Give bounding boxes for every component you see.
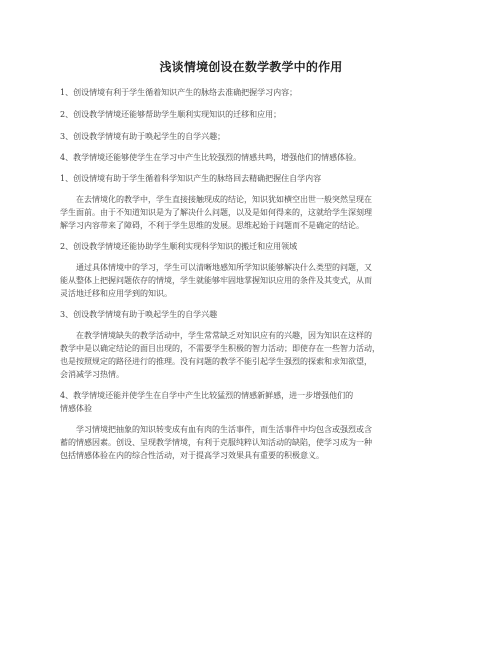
outline-item-4: 4、教学情境还能够使学生在学习中产生比较强烈的情感共鸣，增强他们的情感体验。	[60, 153, 362, 162]
section-3-body-line-3: 也是按照规定的路径进行的推理。没有问题的教学不能引起学生强烈的探索和求知欲望，	[60, 357, 372, 366]
section-2-body-line-3: 灵活地迁移和应用学到的知识。	[60, 289, 172, 298]
section-2-heading: 2、创设教学情境还能协助学生顺利实现科学知识的搬迁和应用领域	[60, 242, 298, 251]
section-2-body-line-1: 通过具体情境中的学习，学生可以清晰地感知所学知识能够解决什么类型的问题，又	[76, 263, 372, 272]
outline-item-3: 3、创设教学情境有助于唤起学生的自学兴趣；	[60, 132, 226, 141]
section-3-heading: 3、创设教学情境有助于唤起学生的自学兴趣	[60, 310, 218, 319]
outline-item-2: 2、创设教学情境还能够帮助学生顺利实现知识的迁移和应用；	[60, 110, 282, 119]
section-4-body-line-3: 包括情感体验在内的综合性活动，对于提高学习效果具有重要的积极意义。	[60, 451, 324, 460]
section-3-body-line-1: 在教学情境缺失的教学活动中，学生常常缺乏对知识应有的兴趣，因为知识在这样的	[76, 331, 372, 340]
section-2-body-line-2: 能从整体上把握问题依存的情境，学生就能够牢固地掌握知识应用的条件及其变式，从而	[60, 276, 372, 285]
section-4-heading-cont: 情感体验	[60, 404, 92, 413]
section-4-body-line-1: 学习情境把抽象的知识转变成有血有肉的生活事件，而生活事件中均包含或强烈或含	[76, 425, 372, 434]
section-4-body-line-2: 蓄的情感因素。创设、呈现教学情境，有利于克服纯粹认知活动的缺陷，使学习成为一种	[60, 438, 372, 447]
section-1-heading: 1、创设情境有助于学生循着科学知识产生的脉络回去精确把握住自学内容	[60, 174, 322, 183]
section-4-heading: 4、教学情境还能并使学生在自学中产生比较猛烈的情感新鲜感，进一步增强他们的	[60, 391, 354, 400]
section-1-body-line-3: 解学习内容带来了障碍，不利于学生思维的发展。思维起始于问题而不是确定的结论。	[60, 221, 364, 230]
section-1-body-line-2: 学生面前。由于不知道知识是为了解决什么问题，以及是如何得来的，这就给学生深刻理	[60, 208, 372, 217]
section-3-body-line-4: 会消减学习热情。	[60, 370, 124, 379]
section-3-body-line-2: 教学中是以确定结论的面目出现的，不需要学生积极的智力活动；即使存在一些智力活动，	[60, 344, 380, 353]
section-1-body-line-1: 在去情境化的教学中，学生直接接触现成的结论，知识犹如横空出世一般突然呈现在	[76, 195, 372, 204]
document-title: 浅谈情境创设在数学教学中的作用	[159, 60, 343, 74]
outline-item-1: 1、创设情境有利于学生循着知识产生的脉络去准确把握学习内容；	[60, 88, 298, 97]
